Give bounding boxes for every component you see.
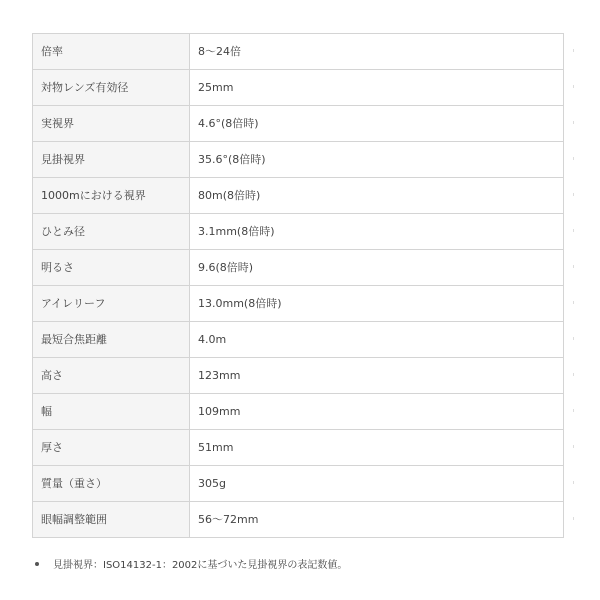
edge-tick [573,337,574,340]
edge-tick [573,157,574,160]
spec-label: 最短合焦距離 [33,322,190,358]
spec-label: 厚さ [33,430,190,466]
spec-value: 25mm [190,70,564,106]
spec-row [33,178,564,214]
spec-label: ひとみ径 [33,214,190,250]
spec-value: 9.6(8倍時) [190,250,564,286]
spec-row [33,142,564,178]
edge-tick [573,229,574,232]
spec-value: 13.0mm(8倍時) [190,286,564,322]
spec-label: 見掛視界 [33,142,190,178]
spec-label: 幅 [33,394,190,430]
spec-row [33,106,564,142]
spec-row [33,322,564,358]
bullet-dot-icon [35,562,39,566]
edge-tick [573,445,574,448]
spec-row [33,214,564,250]
spec-row [33,286,564,322]
spec-row [33,394,564,430]
spec-value: 109mm [190,394,564,430]
spec-label: アイレリーフ [33,286,190,322]
spec-label: 眼幅調整範囲 [33,502,190,538]
edge-tick [573,193,574,196]
spec-label: 質量（重さ） [33,466,190,502]
spec-row [33,250,564,286]
spec-label: 実視界 [33,106,190,142]
edge-tick [573,481,574,484]
spec-value: 51mm [190,430,564,466]
edge-tick [573,49,574,52]
spec-row [33,502,564,538]
spec-table [32,33,564,538]
spec-value: 123mm [190,358,564,394]
edge-tick [573,85,574,88]
edge-tick [573,265,574,268]
spec-label: 1000mにおける視界 [33,178,190,214]
edge-tick [573,517,574,520]
spec-value: 305g [190,466,564,502]
right-edge-ticks [573,33,574,537]
footnote [32,556,564,571]
edge-tick [573,409,574,412]
spec-table-body [33,34,564,538]
spec-row [33,358,564,394]
spec-value: 4.0m [190,322,564,358]
edge-tick [573,373,574,376]
spec-label: 対物レンズ有効径 [33,70,190,106]
spec-value: 8〜24倍 [190,34,564,70]
spec-label: 明るさ [33,250,190,286]
edge-tick [573,301,574,304]
spec-row [33,466,564,502]
spec-value: 56〜72mm [190,502,564,538]
spec-value: 80m(8倍時) [190,178,564,214]
spec-row [33,70,564,106]
spec-value: 3.1mm(8倍時) [190,214,564,250]
spec-row [33,430,564,466]
spec-row [33,34,564,70]
spec-label: 倍率 [33,34,190,70]
spec-value: 4.6°(8倍時) [190,106,564,142]
edge-tick [573,121,574,124]
spec-label: 高さ [33,358,190,394]
spec-value: 35.6°(8倍時) [190,142,564,178]
footnote-text: 見掛視界：ISO14132-1：2002に基づいた見掛視界の表記数値。 [53,560,348,571]
